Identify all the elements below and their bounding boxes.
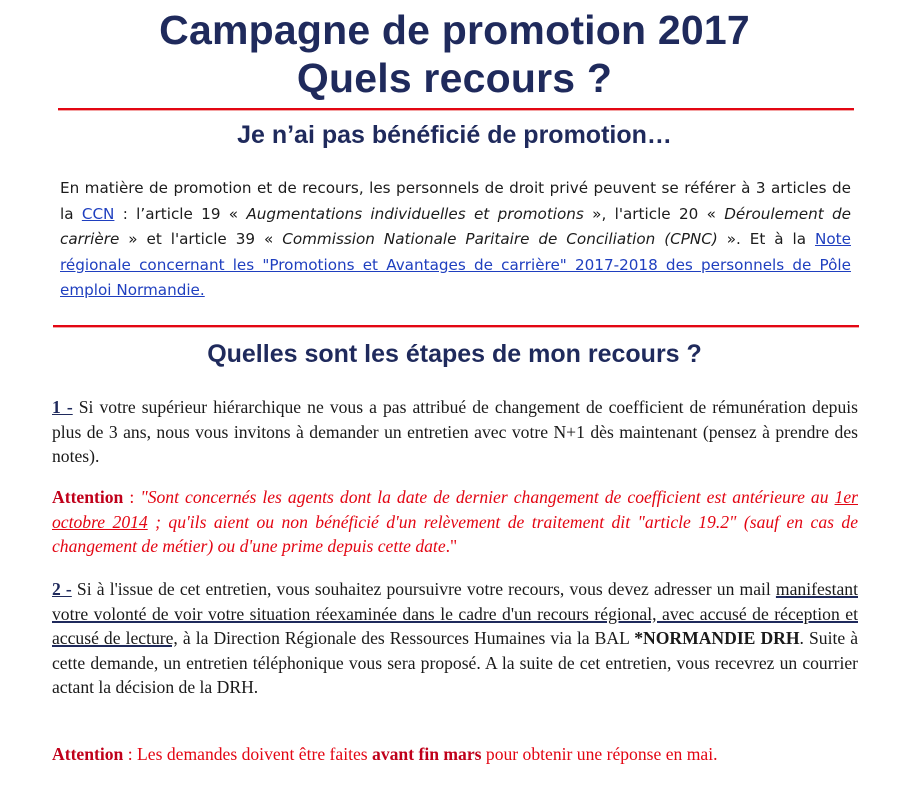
intro-text: En matière de promotion et de recours, les personnels de droit privé peuvent se référer à 3 articles de la: [60, 179, 851, 223]
step-1: [52, 395, 858, 469]
step-2-text: . Suite à cette demande, un entretien téléphonique vous sera proposé. A la suite de cet entretien, vous recevrez un courrier actant la décision de la DRH.: [52, 628, 858, 697]
page-title: [0, 6, 909, 102]
intro-text: » et l'article 39 «: [119, 230, 283, 248]
attention-2-label: Attention: [52, 744, 124, 764]
attention-1-date: 1er octobre 2014: [52, 487, 858, 532]
attention-1-end: .": [445, 536, 458, 556]
title-line-2: Quels recours ?: [296, 55, 613, 101]
attention-1-sep: :: [123, 487, 141, 507]
attention-1-text: "Sont concernés les agents dont la date de dernier changement de coefficient est antérieure au: [140, 487, 835, 507]
step-2-text: à la Direction Régionale des Ressources Humaines via la BAL: [177, 628, 635, 648]
attention-2: [52, 742, 858, 767]
step-2-underlined-text: manifestant votre volonté de voir votre situation réexaminée dans le cadre d'un recours régional, avec accusé de réception et accusé de lecture,: [52, 579, 858, 648]
attention-2-text: pour obtenir une réponse en mai.: [481, 744, 718, 764]
ccn-link[interactable]: CCN: [81, 204, 115, 223]
article-20-title: Déroulement de carrière: [60, 204, 851, 248]
regional-note-link[interactable]: Note régionale concernant les "Promotions et Avantages de carrière" 2017-2018 des personnels de Pôle emploi Normandie.: [60, 230, 851, 299]
step-1-text: Si votre supérieur hiérarchique ne vous a pas attribué de changement de coefficient de rémunération depuis plus de 3 ans, nous vous invitons à demander un entretien avec votre N+1 dès maintenant (pensez à prendre des notes).: [52, 397, 858, 466]
section-heading-steps: Quelles sont les étapes de mon recours ?: [207, 340, 702, 368]
step-2-number: 2 -: [52, 579, 72, 599]
divider-middle: [53, 325, 859, 328]
intro-text: », l'article 20 «: [583, 204, 725, 223]
attention-1: [52, 485, 858, 559]
step-2-text: Si à l'issue de cet entretien, vous souhaitez poursuivre votre recours, vous devez adresser un mail: [71, 579, 776, 599]
attention-1-text: ; qu'ils aient ou non bénéficié d'un relèvement de traitement dit "article 19.2" (sauf en cas de changement de métier) ou d'une prime depuis cette date: [52, 511, 858, 556]
intro-paragraph: [60, 176, 851, 304]
attention-1-label: Attention: [52, 487, 124, 507]
article-19-title: Augmentations individuelles et promotions: [246, 204, 584, 223]
section-heading-no-promotion: Je n’ai pas bénéficié de promotion…: [237, 121, 672, 149]
divider-top: [58, 108, 854, 111]
title-line-1: Campagne de promotion 2017: [159, 7, 750, 53]
article-39-title: Commission Nationale Paritaire de Conciliation (CPNC): [282, 230, 718, 248]
intro-text: ». Et à la: [717, 230, 816, 248]
step-2: [52, 577, 858, 700]
attention-2-text: : Les demandes doivent être faites: [123, 744, 373, 764]
bal-name: *NORMANDIE DRH: [634, 628, 800, 648]
step-1-number: 1 -: [52, 397, 73, 417]
intro-text: : l’article 19 «: [114, 204, 247, 223]
attention-2-deadline: avant fin mars: [372, 744, 482, 764]
